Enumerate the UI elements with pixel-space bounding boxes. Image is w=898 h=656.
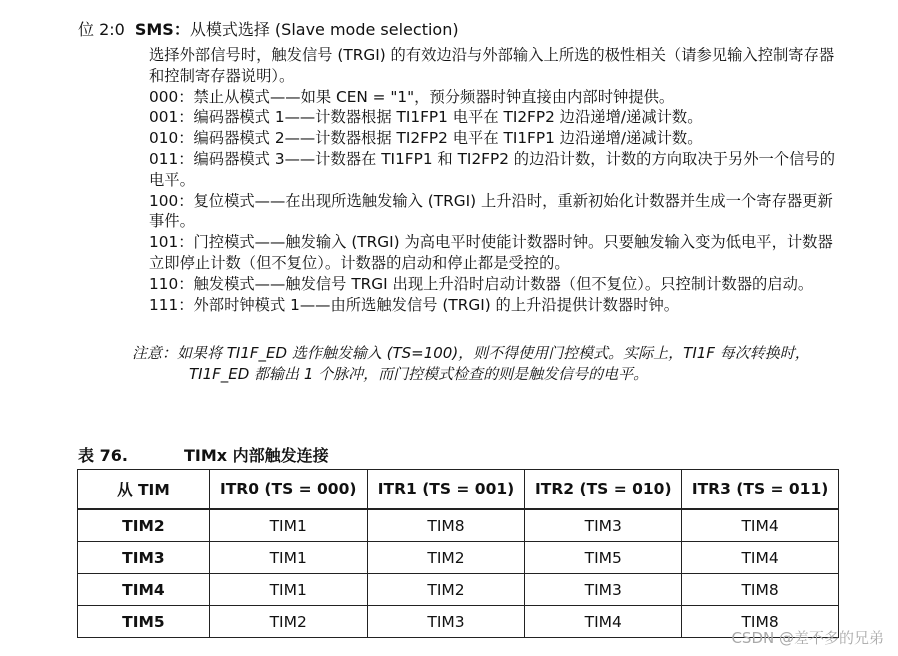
header-itr3: ITR3 (TS = 011) [682,470,839,510]
table-cell: TIM4 [682,542,839,574]
table-cell: TIM3 [367,606,525,638]
mode-000-line: 000：禁止从模式——如果 CEN = "1"，预分频器时钟直接由内部时钟提供。 [149,87,675,106]
bit-field-description: 从模式选择 (Slave mode selection) [189,20,459,39]
note-block [132,343,844,385]
header-slave-tim: 从 TIM [78,470,210,510]
table-title: TIMx 内部触发连接 [184,446,329,465]
table-cell: TIM3 [525,509,682,542]
bit-field-title [78,19,459,41]
table-row [78,574,839,606]
table-cell: TIM2 [209,606,367,638]
table-cell: TIM3 [78,542,210,574]
table-row [78,606,839,638]
table-cell: TIM2 [367,574,525,606]
header-itr1: ITR1 (TS = 001) [367,470,525,510]
table-cell: TIM8 [682,606,839,638]
mode-111-line: 111：外部时钟模式 1——由所选触发信号 (TRGI) 的上升沿提供计数器时钟。 [149,295,680,314]
mode-010-line: 010：编码器模式 2——计数器根据 TI2FP2 电平在 TI1FP1 边沿递增/递减计数。 [149,129,703,148]
table-cell: TIM4 [525,606,682,638]
mode-description-list [149,45,841,315]
mode-101-line: 101：门控模式——触发输入 (TRGI) 为高电平时使能计数器时钟。只要触发输入变为低电平，计数器立即停止计数（但不复位）。计数器的启动和停止都是受控的。 [149,233,833,272]
table-cell: TIM8 [682,574,839,606]
table-cell: TIM2 [78,509,210,542]
table-row [78,509,839,542]
note-text: 注意：如果将 TI1F_ED 选作触发输入 (TS=100)，则不得使用门控模式。实际上，TI1F 每次转换时，TI1F_ED 都输出 1 个脉冲，而门控模式检查的则是触发信号的电平。 [132,344,810,383]
table-cell: TIM8 [367,509,525,542]
bit-field-name: SMS： [134,20,190,39]
watermark: CSDN @差不多的兄弟 [731,629,884,647]
mode-110-line: 110：触发模式——触发信号 TRGI 出现上升沿时启动计数器（但不复位）。只控制计数器的启动。 [149,274,814,293]
table-cell: TIM4 [78,574,210,606]
table-row [78,542,839,574]
table-header-row [78,470,839,510]
intro-paragraph: 选择外部信号时，触发信号 (TRGI) 的有效边沿与外部输入上所选的极性相关（请参见输入控制寄存器和控制寄存器说明）。 [149,46,835,85]
header-itr2: ITR2 (TS = 010) [525,470,682,510]
table-cell: TIM5 [525,542,682,574]
table-cell: TIM2 [367,542,525,574]
mode-001-line: 001：编码器模式 1——计数器根据 TI1FP1 电平在 TI2FP2 边沿递增/递减计数。 [149,108,703,127]
internal-trigger-table [77,469,839,638]
table-cell: TIM5 [78,606,210,638]
header-itr0: ITR0 (TS = 000) [209,470,367,510]
table-number: 表 76. [78,446,128,465]
table-caption [78,445,329,467]
table-cell: TIM1 [209,574,367,606]
mode-011-line: 011：编码器模式 3——计数器在 TI1FP1 和 TI2FP2 的边沿计数，计数的方向取决于另外一个信号的电平。 [149,149,836,189]
bit-position: 位 2:0 [78,20,125,39]
table-cell: TIM1 [209,509,367,542]
table-cell: TIM1 [209,542,367,574]
table-cell: TIM3 [525,574,682,606]
table-cell: TIM4 [682,509,839,542]
mode-100-line: 100：复位模式——在出现所选触发输入 (TRGI) 上升沿时，重新初始化计数器并生成一个寄存器更新事件。 [149,191,833,231]
